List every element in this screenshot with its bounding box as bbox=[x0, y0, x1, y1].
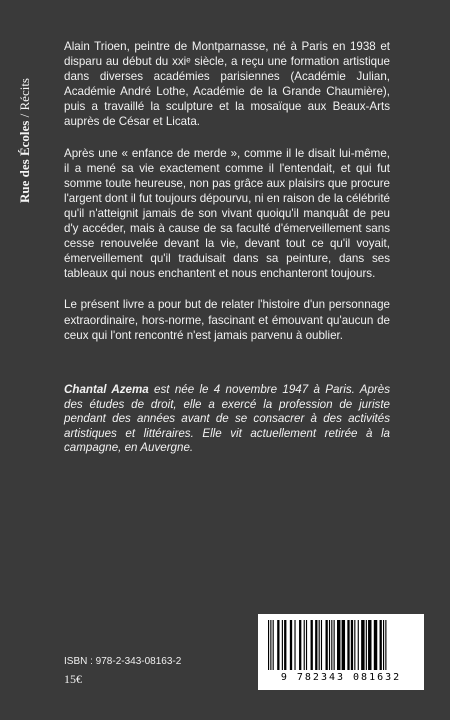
author-bio bbox=[64, 383, 390, 456]
barcode-bar bbox=[351, 620, 353, 670]
barcode-bar bbox=[358, 620, 359, 670]
series-separator: / bbox=[17, 110, 32, 121]
isbn: ISBN : 978-2-343-08163-2 bbox=[64, 656, 182, 667]
author-bio-text: est née le 4 novembre 1947 à Paris. Après des études de droit, elle a exercé la profession de juriste pendant des années avant de se consacrer à des activités artistiques et littéraires. Elle vit actuellement retirée à la campagne, en Auvergne. bbox=[64, 383, 390, 455]
collection-name: Récits bbox=[17, 77, 32, 111]
barcode-bar bbox=[383, 620, 384, 670]
barcode-bar bbox=[277, 620, 279, 670]
barcode-bar bbox=[361, 620, 364, 670]
barcode-bar bbox=[273, 620, 274, 670]
barcode-bar bbox=[374, 620, 377, 670]
barcode-bar bbox=[290, 620, 292, 670]
barcode-digits: 9 782343 081632 bbox=[280, 672, 402, 683]
barcode-bar bbox=[385, 620, 386, 670]
barcode-bar bbox=[294, 620, 295, 670]
barcode-bar bbox=[282, 620, 283, 670]
barcode-bar bbox=[270, 620, 271, 670]
barcode-bar bbox=[334, 620, 335, 670]
barcode-bar bbox=[321, 620, 322, 670]
author-name: Chantal Azema bbox=[64, 383, 149, 396]
barcode-bar bbox=[347, 620, 349, 670]
barcode-bar bbox=[329, 620, 330, 670]
barcode-bar bbox=[299, 620, 301, 670]
barcode-bar bbox=[368, 620, 371, 670]
barcode-bar bbox=[342, 620, 345, 670]
barcode-bar bbox=[331, 620, 332, 670]
blurb-paragraph-3: Le présent livre a pour but de relater l'histoire d'un personnage extraordinaire, hors-norme, fascinant et émouvant qu'aucun de ceux qui l'ont rencontré n'est jamais parvenu à oublier. bbox=[64, 298, 390, 342]
blurb bbox=[64, 39, 390, 359]
barcode-bar bbox=[311, 620, 313, 670]
barcode-bar bbox=[337, 620, 340, 670]
barcode bbox=[258, 614, 424, 690]
barcode-bars bbox=[266, 620, 416, 672]
barcode-bar bbox=[319, 620, 320, 670]
barcode-bar bbox=[380, 620, 382, 670]
blurb-paragraph-1: Alain Trioen, peintre de Montparnasse, né à Paris en 1938 et disparu au début du xxiᵉ siècle, a reçu une formation artistique dans diverses académies parisiennes (Académie Julian, Académie André Lothe, Académie de la Grande Chaumière), puis a travaillé la sculpture et la mosaïque aux Beaux-Arts auprès de César et Licata. bbox=[64, 40, 390, 129]
barcode-bar bbox=[268, 620, 269, 670]
barcode-bar bbox=[326, 620, 328, 670]
barcode-bar bbox=[366, 620, 367, 670]
barcode-bar bbox=[284, 620, 286, 670]
barcode-bar bbox=[315, 620, 317, 670]
barcode-bar bbox=[306, 620, 307, 670]
barcode-bar bbox=[354, 620, 355, 670]
price: 15€ bbox=[64, 672, 82, 686]
barcode-bar bbox=[304, 620, 305, 670]
series-name: Rue des Écoles bbox=[17, 120, 32, 203]
series-spine-label bbox=[14, 40, 36, 240]
blurb-paragraph-2: Après une « enfance de merde », comme il le disait lui-même, il a mené sa vie exactement comme il l'entendait, et qui fut somme toute heureuse, non pas grâce aux plaisirs que procure l'argent dont il fut toujours dépourvu, ni en raison de la célébrité qu'il n'atteignit jamais de son vivant quoiqu'il manquât de peu d'y accéder, mais à cause de sa faculté d'émerveillement sans cesse renouvelée devant la vie, devant tout ce qu'il voyait, émerveillement qu'il traduisait dans sa peinture, dans ses tableaux qui nous enchantent et nous enchanteront toujours. bbox=[64, 146, 390, 281]
